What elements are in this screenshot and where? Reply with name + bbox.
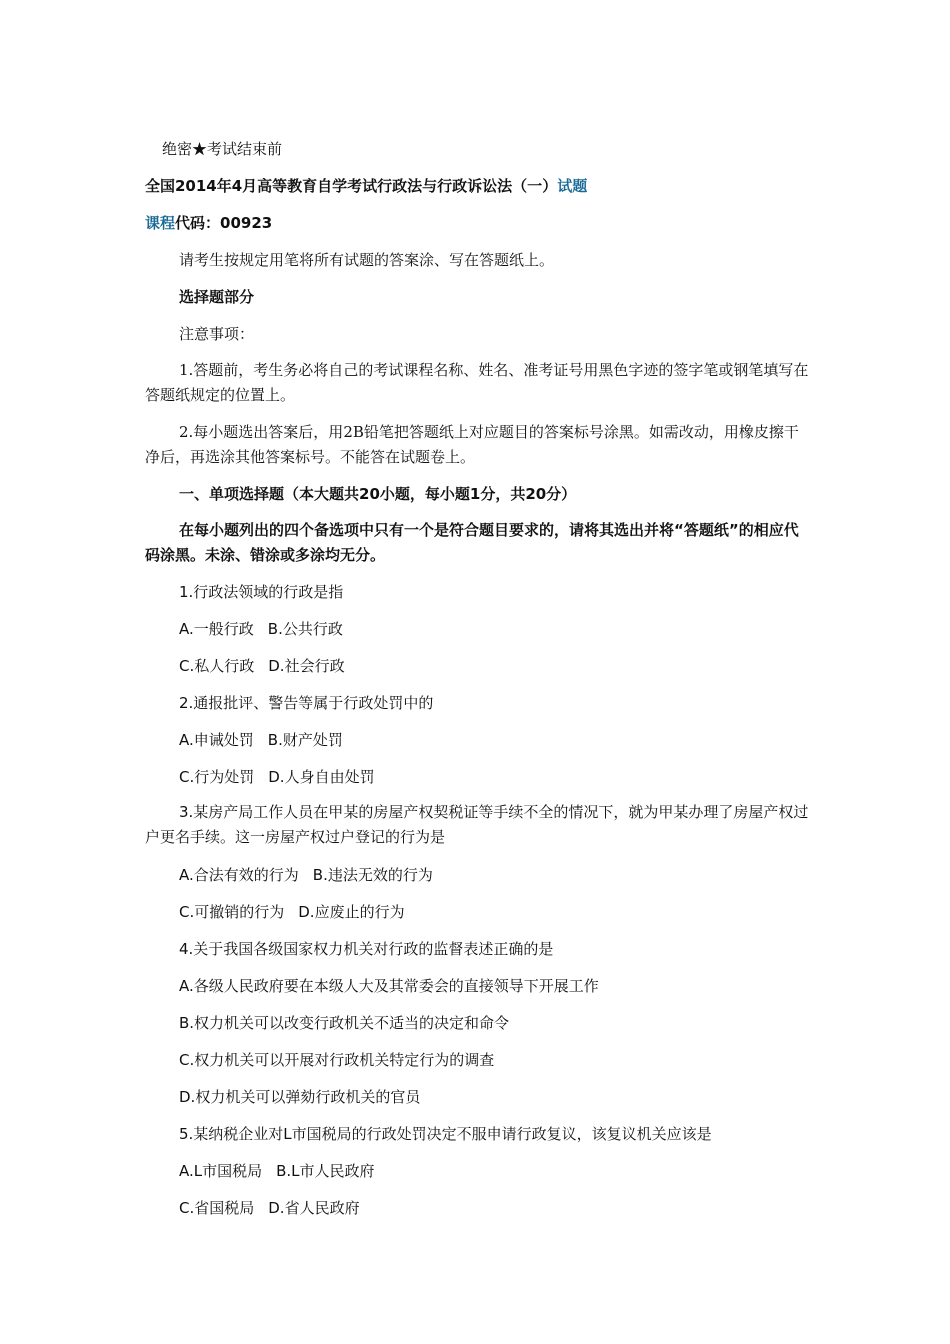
question-stem: 4.关于我国各级国家权力机关对行政的监督表述正确的是 [179,940,554,958]
exam-title-main: 全国2014年4月高等教育自学考试行政法与行政诉讼法（一） [145,177,558,195]
exam-title [145,176,587,196]
option-c: C.省国税局 [179,1199,255,1217]
question-stem: 3.某房产局工作人员在甲某的房屋产权契税证等手续不全的情况下，就为甲某办理了房屋产权过户更名手续。这一房屋产权过户登记的行为是 [145,803,809,846]
question-stem: 5.某纳税企业对L市国税局的行政处罚决定不服申请行政复议，该复议机关应该是 [179,1125,712,1143]
note-2: 2.每小题选出答案后，用2B铅笔把答题纸上对应题目的答案标号涂黑。如需改动，用橡皮擦干净后，再选涂其他答案标号。不能答在试题卷上。 [145,423,799,466]
section-name: 选择题部分 [179,288,255,306]
confidential-mark: 绝密★考试结束前 [162,140,283,158]
option-b: B.公共行政 [267,620,343,638]
option-b: B.违法无效的行为 [312,866,433,884]
option-row [179,730,343,750]
section-heading: 一、单项选择题（本大题共20小题，每小题1分，共20分） [179,485,577,503]
course-code [145,213,272,233]
option-row [179,619,343,639]
option-b: B.权力机关可以改变行政机关不适当的决定和命令 [179,1014,510,1032]
option-c: C.行为处罚 [179,768,255,786]
option-a: A.申诫处罚 [179,731,254,749]
option-row [179,902,405,922]
option-b: B.财产处罚 [267,731,343,749]
note-1: 1.答题前，考生务必将自己的考试课程名称、姓名、准考证号用黑色字迹的签字笔或钢笔填写在答题纸规定的位置上。 [145,361,809,404]
option-d: D.人身自由处罚 [268,768,375,786]
course-code-link[interactable]: 课程 [145,214,176,232]
option-row [179,1198,360,1218]
course-code-text: 代码：00923 [175,214,273,232]
question-stem: 2.通报批评、警告等属于行政处罚中的 [179,694,434,712]
option-row [179,1161,375,1181]
option-row [179,865,433,885]
option-row [179,656,345,676]
option-d: D.应废止的行为 [298,903,405,921]
option-row [179,767,375,787]
option-c: C.权力机关可以开展对行政机关特定行为的调查 [179,1051,495,1069]
exam-title-link[interactable]: 试题 [557,177,588,195]
option-c: C.可撤销的行为 [179,903,285,921]
option-a: A.一般行政 [179,620,254,638]
question-stem: 1.行政法领域的行政是指 [179,583,344,601]
option-a: A.合法有效的行为 [179,866,299,884]
option-d: D.社会行政 [268,657,345,675]
instruction-line: 请考生按规定用笔将所有试题的答案涂、写在答题纸上。 [179,251,555,269]
option-c: C.私人行政 [179,657,255,675]
option-d: D.省人民政府 [268,1199,360,1217]
option-a: A.各级人民政府要在本级人大及其常委会的直接领导下开展工作 [179,977,599,995]
option-b: B.L市人民政府 [276,1162,375,1180]
section-directions: 在每小题列出的四个备选项中只有一个是符合题目要求的，请将其选出并将“答题纸”的相应代码涂黑。未涂、错涂或多涂均无分。 [145,521,799,564]
option-d: D.权力机关可以弹劾行政机关的官员 [179,1088,421,1106]
notice-label: 注意事项： [179,325,255,343]
option-a: A.L市国税局 [179,1162,263,1180]
